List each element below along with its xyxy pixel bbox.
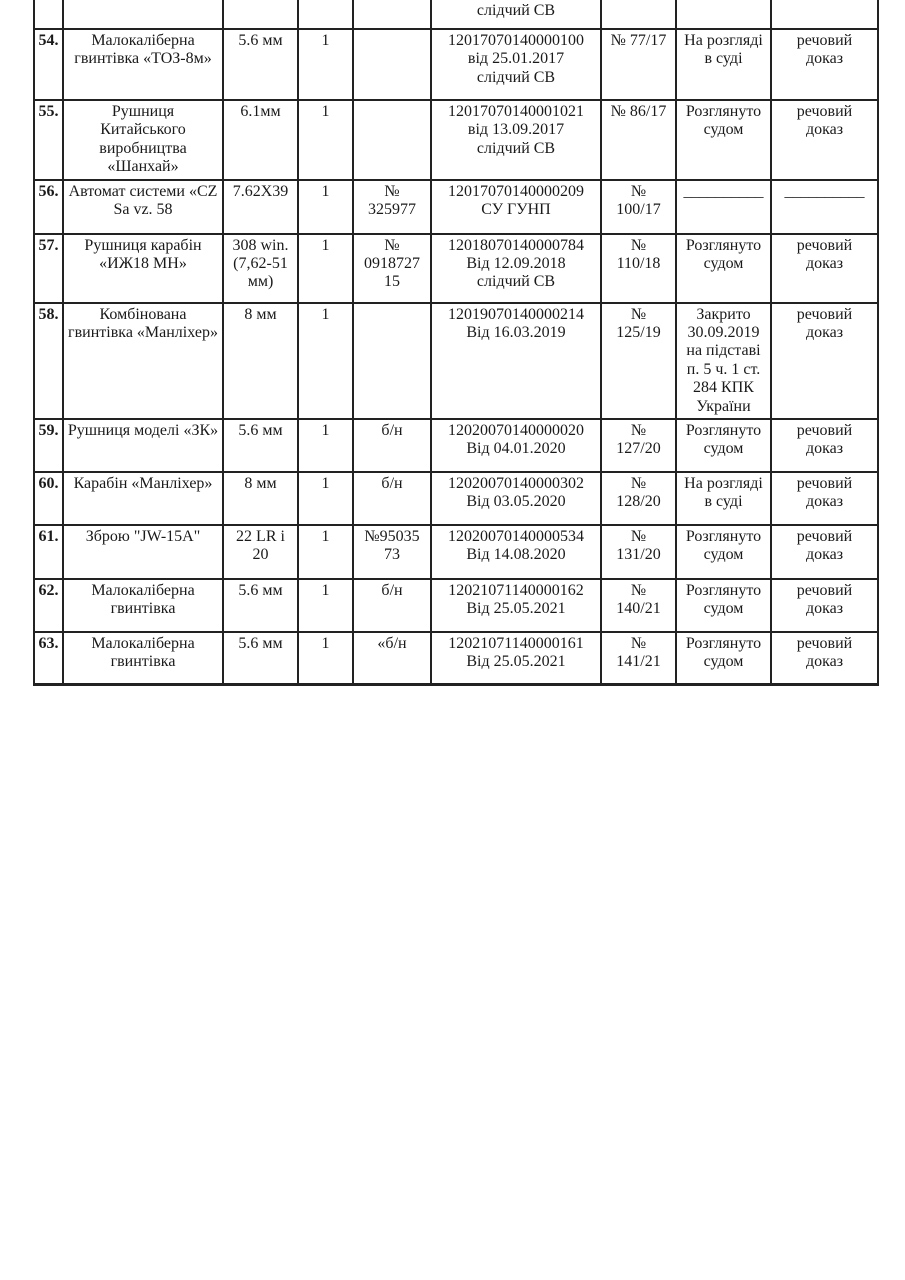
cell-caliber: 8 мм — [223, 303, 298, 419]
cell-evidence: речовий доказ — [771, 29, 878, 100]
cell-evidence: речовий доказ — [771, 525, 878, 579]
cell-status — [676, 0, 771, 29]
cell-weapon-name — [63, 0, 223, 29]
cell-case-id: 12018070140000784 Від 12.09.2018 слідчий СВ — [431, 234, 601, 303]
cell-case-number: № 131/20 — [601, 525, 676, 579]
cell-weapon-name: Малокаліберна гвинтівка «ТОЗ-8м» — [63, 29, 223, 100]
cell-weapon-name: Зброю "JW-15A" — [63, 525, 223, 579]
cell-status: Розглянуто судом — [676, 579, 771, 632]
cell-status: Розглянуто судом — [676, 100, 771, 180]
table-row — [34, 180, 878, 234]
cell-caliber — [223, 0, 298, 29]
cell-weapon-name: Малокаліберна гвинтівка — [63, 632, 223, 685]
cell-row-number: 59. — [34, 419, 63, 472]
cell-caliber: 22 LR і 20 — [223, 525, 298, 579]
cell-evidence: речовий доказ — [771, 579, 878, 632]
cell-caliber: 5.6 мм — [223, 632, 298, 685]
cell-case-number: № 100/17 — [601, 180, 676, 234]
cell-serial — [353, 29, 431, 100]
cell-quantity: 1 — [298, 303, 353, 419]
cell-case-id: 12017070140001021 від 13.09.2017 слідчий СВ — [431, 100, 601, 180]
cell-case-id: 12017070140000209 СУ ГУНП — [431, 180, 601, 234]
cell-case-number: № 86/17 — [601, 100, 676, 180]
table-row — [34, 632, 878, 685]
cell-status: Розглянуто судом — [676, 525, 771, 579]
cell-case-id: 12017070140000100 від 25.01.2017 слідчий СВ — [431, 29, 601, 100]
cell-serial: б/н — [353, 419, 431, 472]
cell-case-id: 12020070140000020 Від 04.01.2020 — [431, 419, 601, 472]
cell-case-number: № 141/21 — [601, 632, 676, 685]
cell-caliber: 6.1мм — [223, 100, 298, 180]
table-row — [34, 100, 878, 180]
cell-status: Розглянуто судом — [676, 632, 771, 685]
cell-row-number: 55. — [34, 100, 63, 180]
cell-weapon-name: Малокаліберна гвинтівка — [63, 579, 223, 632]
cell-evidence: __________ — [771, 180, 878, 234]
cell-row-number — [34, 0, 63, 29]
table-row — [34, 234, 878, 303]
cell-serial — [353, 100, 431, 180]
table-row — [34, 303, 878, 419]
table-row — [34, 29, 878, 100]
cell-case-number: № 128/20 — [601, 472, 676, 525]
cell-caliber: 7.62Х39 — [223, 180, 298, 234]
cell-status: На розгляді в суді — [676, 29, 771, 100]
cell-case-number: № 125/19 — [601, 303, 676, 419]
cell-row-number: 61. — [34, 525, 63, 579]
cell-evidence: речовий доказ — [771, 632, 878, 685]
cell-quantity: 1 — [298, 29, 353, 100]
table-row — [34, 525, 878, 579]
cell-status: Закрито 30.09.2019 на підставі п. 5 ч. 1 ст. 284 КПК України — [676, 303, 771, 419]
cell-row-number: 54. — [34, 29, 63, 100]
cell-row-number: 60. — [34, 472, 63, 525]
cell-weapon-name: Комбінована гвинтівка «Манліхер» — [63, 303, 223, 419]
cell-weapon-name: Карабін «Манліхер» — [63, 472, 223, 525]
cell-evidence — [771, 0, 878, 29]
cell-case-number — [601, 0, 676, 29]
cell-caliber: 308 win. (7,62-51 мм) — [223, 234, 298, 303]
cell-case-number: № 140/21 — [601, 579, 676, 632]
cell-weapon-name: Рушниця Китайського виробництва «Шанхай» — [63, 100, 223, 180]
cell-status: __________ — [676, 180, 771, 234]
cell-serial: № 325977 — [353, 180, 431, 234]
table-row — [34, 472, 878, 525]
cell-serial — [353, 303, 431, 419]
cell-status: Розглянуто судом — [676, 419, 771, 472]
cell-quantity: 1 — [298, 525, 353, 579]
cell-case-id: слідчий СВ — [431, 0, 601, 29]
cell-row-number: 62. — [34, 579, 63, 632]
cell-quantity: 1 — [298, 234, 353, 303]
cell-caliber: 5.6 мм — [223, 419, 298, 472]
cell-row-number: 58. — [34, 303, 63, 419]
cell-case-id: 12021071140000162 Від 25.05.2021 — [431, 579, 601, 632]
cell-caliber: 5.6 мм — [223, 29, 298, 100]
cell-serial: б/н — [353, 472, 431, 525]
cell-evidence: речовий доказ — [771, 303, 878, 419]
cell-serial — [353, 0, 431, 29]
cell-quantity: 1 — [298, 100, 353, 180]
cell-case-id: 12020070140000302 Від 03.05.2020 — [431, 472, 601, 525]
cell-row-number: 63. — [34, 632, 63, 685]
cell-evidence: речовий доказ — [771, 234, 878, 303]
cell-status: Розглянуто судом — [676, 234, 771, 303]
cell-case-number: № 77/17 — [601, 29, 676, 100]
cell-row-number: 57. — [34, 234, 63, 303]
cell-serial: №95035 73 — [353, 525, 431, 579]
cell-quantity: 1 — [298, 419, 353, 472]
table-row — [34, 579, 878, 632]
weapons-register-table — [33, 0, 879, 686]
cell-quantity: 1 — [298, 180, 353, 234]
cell-case-number: № 127/20 — [601, 419, 676, 472]
table-row — [34, 0, 878, 29]
cell-serial: б/н — [353, 579, 431, 632]
cell-weapon-name: Рушниця карабін «ИЖ18 МН» — [63, 234, 223, 303]
cell-case-id: 12020070140000534 Від 14.08.2020 — [431, 525, 601, 579]
cell-status: На розгляді в суді — [676, 472, 771, 525]
cell-quantity — [298, 0, 353, 29]
cell-serial: № 0918727 15 — [353, 234, 431, 303]
cell-case-number: № 110/18 — [601, 234, 676, 303]
cell-quantity: 1 — [298, 472, 353, 525]
cell-evidence: речовий доказ — [771, 419, 878, 472]
cell-weapon-name: Автомат системи «CZ Sa vz. 58 — [63, 180, 223, 234]
cell-caliber: 5.6 мм — [223, 579, 298, 632]
cell-case-id: 12021071140000161 Від 25.05.2021 — [431, 632, 601, 685]
cell-weapon-name: Рушниця моделі «ЗК» — [63, 419, 223, 472]
cell-evidence: речовий доказ — [771, 100, 878, 180]
cell-caliber: 8 мм — [223, 472, 298, 525]
table-row — [34, 419, 878, 472]
cell-case-id: 12019070140000214 Від 16.03.2019 — [431, 303, 601, 419]
cell-serial: «б/н — [353, 632, 431, 685]
cell-quantity: 1 — [298, 579, 353, 632]
cell-row-number: 56. — [34, 180, 63, 234]
cell-quantity: 1 — [298, 632, 353, 685]
cell-evidence: речовий доказ — [771, 472, 878, 525]
